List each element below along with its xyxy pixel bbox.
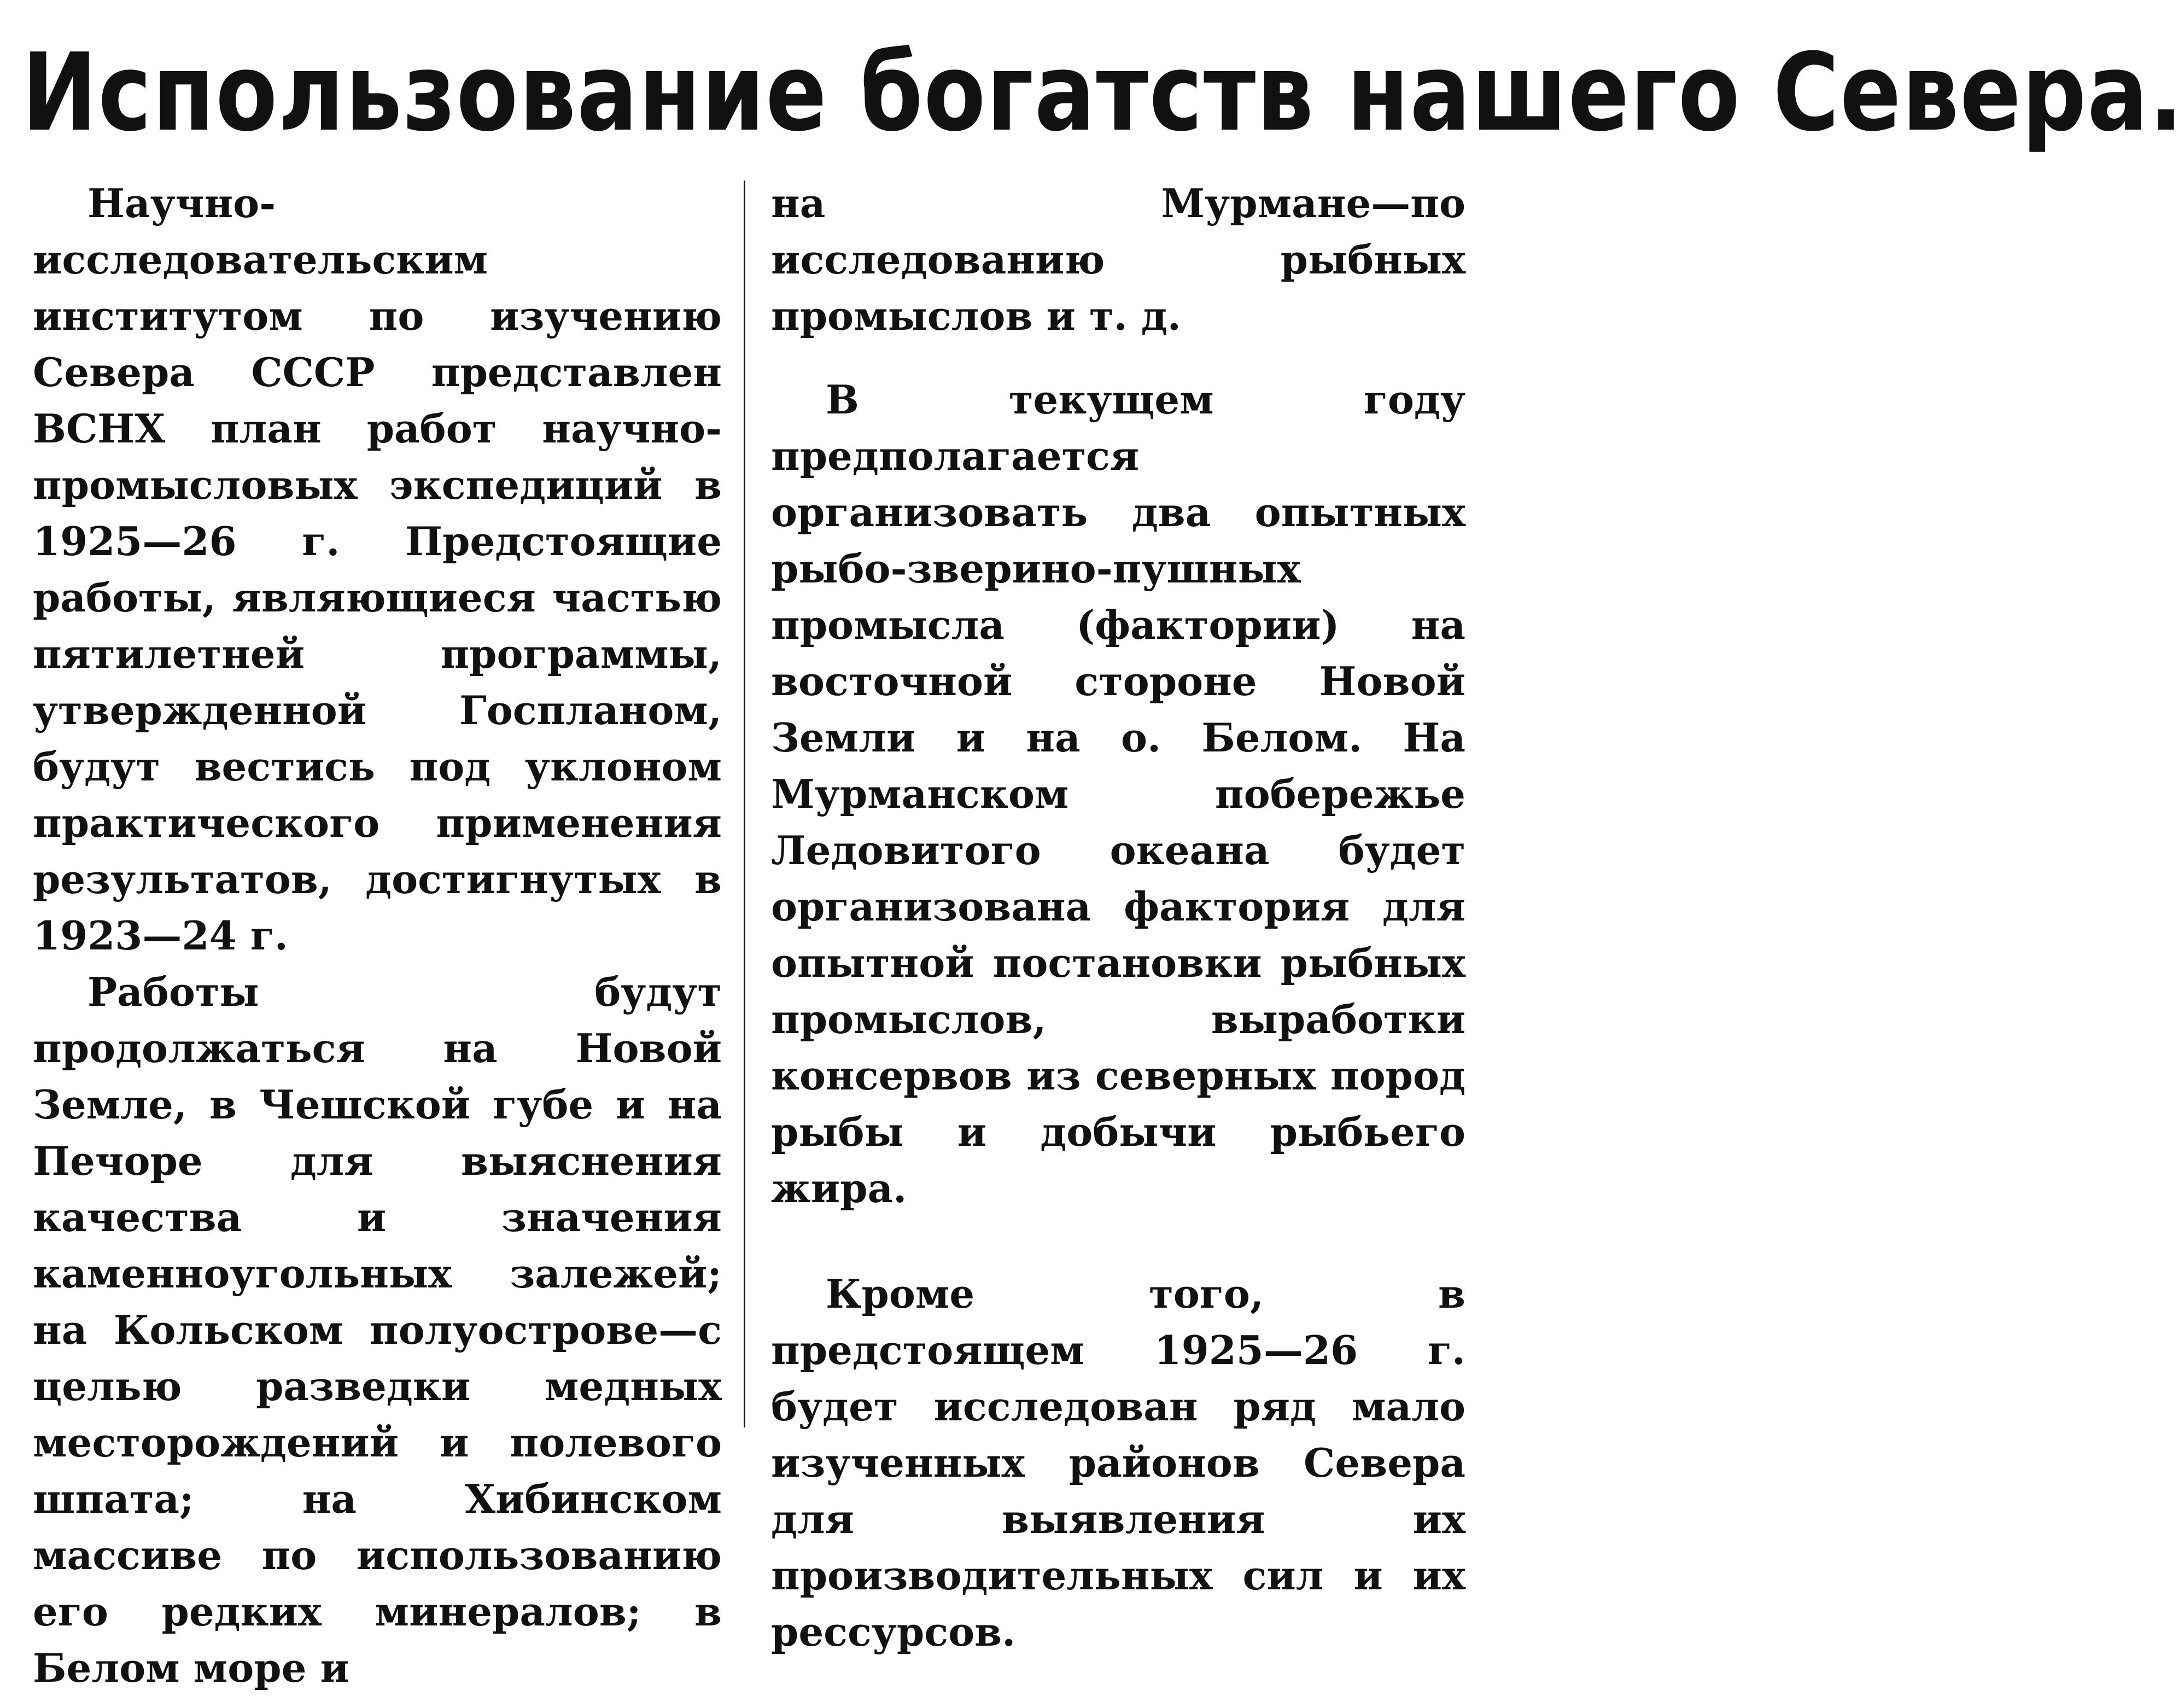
right-column	[771, 175, 1465, 1660]
article-headline: Использование богатств нашего Севера.	[22, 31, 2184, 155]
left-paragraph-1: Научно-исследовательским институтом по изучению Севера СССР представлен ВСНХ план работ научно-промысловых экспедиций в 1925—26 г. Предстоящие работы, являющиеся частью пятилетней программы, утвержденной Госпланом, будут вестись под уклоном практического применения результатов, достигнутых в 1923—24 г.	[33, 180, 722, 959]
right-paragraph-3: Кроме того, в предстоящем 1925—26 г. будет исследован ряд мало изученных районов Севера для выявления их производительных сил и их рессурсов.	[771, 1270, 1465, 1655]
column-divider	[744, 180, 745, 1427]
right-paragraph-2: В текущем году предполагается организовать два опытных рыбо-зверино-пушных промысла (фактории) на восточной стороне Новой Земли и на о. Белом. На Мурманском побережье Ледовитого океана будет организована фактория для опытной постановки рыбных промыслов, выработки консервов из северных пород рыбы и добычи рыбьего жира.	[771, 376, 1465, 1211]
right-paragraph-1: на Мурмане—по исследованию рыбных промыслов и т. д.	[771, 180, 1465, 339]
left-paragraph-2: Работы будут продолжаться на Новой Земле, в Чешской губе и на Печоре для выяснения качества и значения каменноугольных залежей; на Кольском полуострове—с целью разведки медных месторождений и полевого шпата; на Хибинском массиве по использованию его редких минералов; в Белом море и	[33, 969, 722, 1691]
left-column	[33, 175, 722, 1696]
